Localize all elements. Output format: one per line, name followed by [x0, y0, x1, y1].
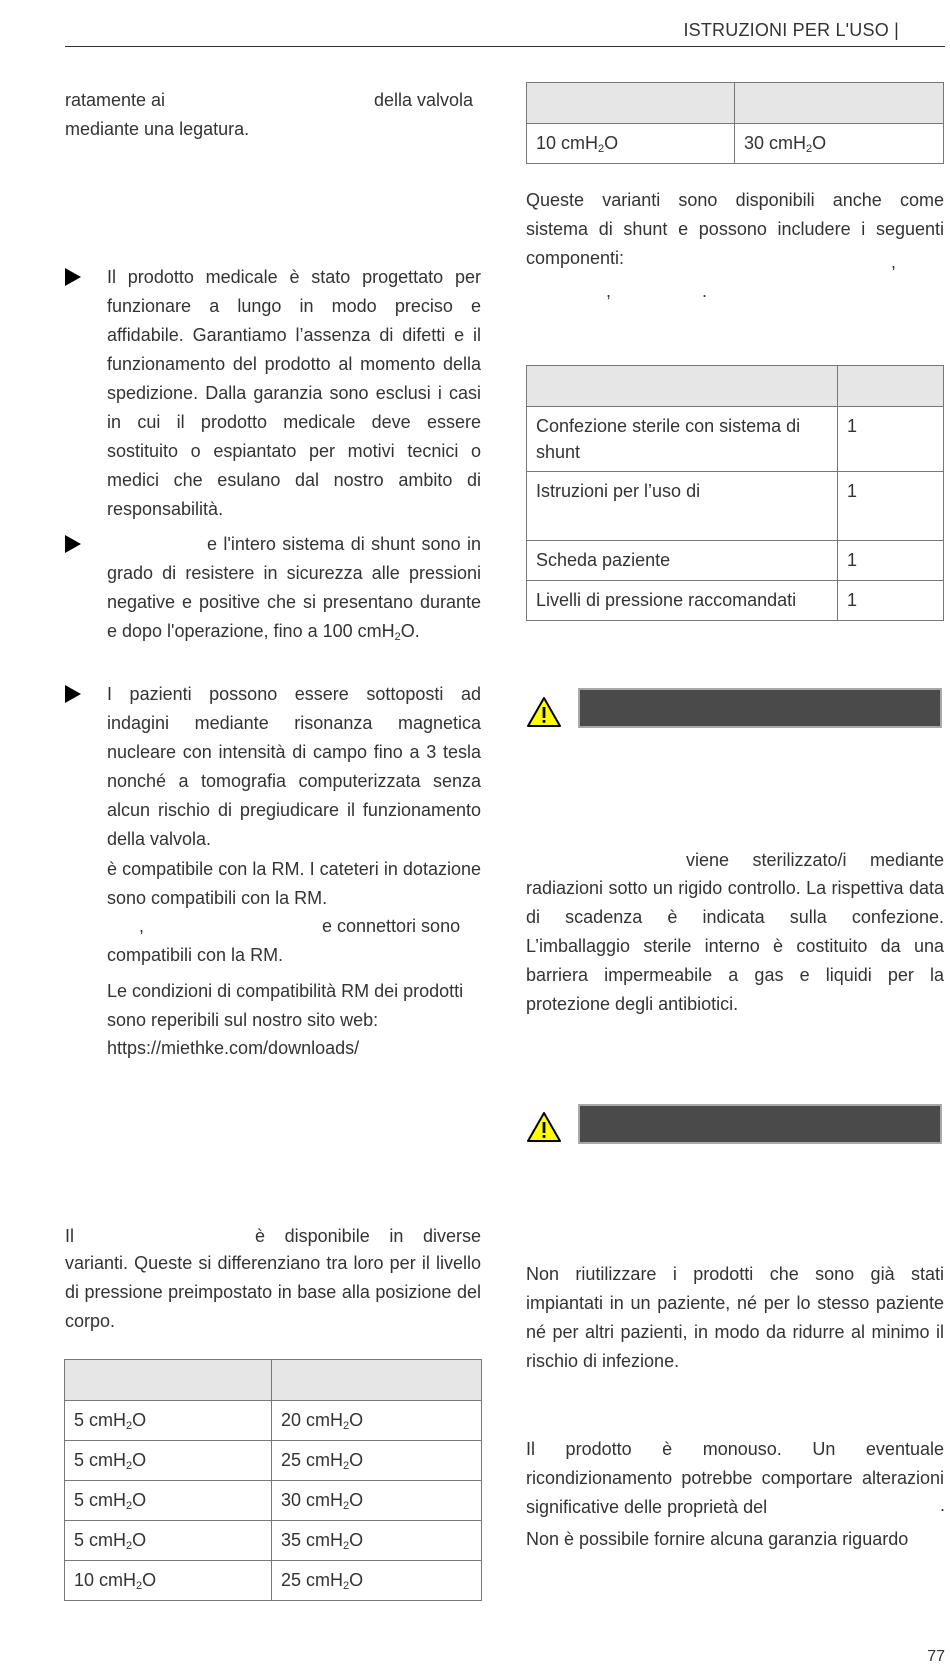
triangle-right-icon [65, 268, 81, 286]
table-header-cell [838, 366, 944, 407]
intro-line-2: mediante una legatura. [65, 119, 250, 139]
pressure-variants-table [64, 1359, 482, 1601]
single-use-text: Il prodotto è monouso. Un eventuale ricondizionamento potrebbe comportare alterazioni significative delle proprietà del [526, 1439, 944, 1517]
components-comma-1: , [891, 252, 897, 272]
table-row [65, 1441, 482, 1481]
mri-line2-comma: , [139, 916, 145, 936]
mri-line2-connectors: e connettori sono [322, 916, 461, 936]
warranty-bullet: Il prodotto medicale è stato progettato per funzionare a lungo in modo preciso e affidabile. Garantiamo l’assenza di difetti e il funzionamento del prodotto al momento della spedizione. Dalla garanzia sono esclusi i casi in cui il prodotto medicale deve essere sostituito o espiantato per motivi tecnici o medici che esulano dal nostro ambito di responsabilità. [107, 267, 481, 519]
table-cell: 30 cmH$_2$O [735, 124, 944, 164]
table-header-cell [527, 83, 735, 124]
table-cell: Livelli di pressione raccomandati [527, 581, 838, 621]
table-cell: Istruzioni per l’uso di [527, 472, 838, 541]
table-row [527, 124, 944, 164]
table-row [65, 1481, 482, 1521]
shunt-variants-text: Queste varianti sono disponibili anche come sistema di shunt e possono includere i seguenti componenti: [526, 190, 944, 268]
warning-heading-bar [578, 688, 942, 728]
triangle-right-icon [65, 535, 81, 553]
header-rule [65, 46, 945, 47]
table-cell: 5 cmH$_2$O [65, 1401, 272, 1441]
table-cell: 10 cmH$_2$O [65, 1561, 272, 1601]
table-row [65, 1401, 482, 1441]
warning-triangle-icon [526, 696, 562, 728]
table-header-cell [272, 1360, 482, 1401]
sterilization-line-1: viene sterilizzato/i mediante [686, 850, 944, 870]
variants-available: è disponibile in diverse [255, 1226, 481, 1246]
table-cell: 25 cmH$_2$O [272, 1561, 482, 1601]
variants-word-il: Il [65, 1226, 74, 1246]
mri-compatible-text: è compatibile con la RM. I cateteri in dotazione sono compatibili con la RM. [107, 859, 481, 908]
intro-line-1a: ratamente ai [65, 90, 166, 110]
table-header-cell [735, 83, 944, 124]
table-cell: 25 cmH$_2$O [272, 1441, 482, 1481]
table-row [527, 581, 944, 621]
mri-line3: compatibili con la RM. [107, 945, 284, 965]
variants-text: varianti. Queste si differenziano tra loro per il livello di pressione preimpostato in base alla posizione del corpo. [65, 1253, 481, 1331]
subscript: 2 [394, 631, 401, 643]
components-period: . [702, 281, 708, 301]
table-cell: 10 cmH$_2$O [527, 124, 735, 164]
table-row [65, 1561, 482, 1601]
table-cell: 30 cmH$_2$O [272, 1481, 482, 1521]
table-header-row [527, 366, 944, 407]
no-guarantee-text: Non è possibile fornire alcuna garanzia riguardo [526, 1529, 909, 1549]
table-row [65, 1521, 482, 1561]
table-cell: 5 cmH$_2$O [65, 1521, 272, 1561]
warning-triangle-icon [526, 1111, 562, 1143]
pressure-bullet-end: O. [400, 621, 420, 641]
pressure-bullet [107, 530, 481, 646]
table-cell: Confezione sterile con sistema di shunt [527, 407, 838, 472]
mri-info: Le condizioni di compatibilità RM dei prodotti sono reperibili sul nostro sito web: [107, 981, 464, 1030]
table-cell: Scheda paziente [527, 541, 838, 581]
top-pressure-table [526, 82, 944, 164]
table-header-row [65, 1360, 482, 1401]
table-cell: 20 cmH$_2$O [272, 1401, 482, 1441]
table-cell: 35 cmH$_2$O [272, 1521, 482, 1561]
single-use-period: . [940, 1495, 946, 1515]
table-cell: 1 [838, 581, 944, 621]
table-row [527, 407, 944, 472]
running-header: ISTRUZIONI PER L'USO | [683, 20, 899, 40]
package-contents-table [526, 365, 944, 621]
table-cell: 5 cmH$_2$O [65, 1481, 272, 1521]
mri-url: https://miethke.com/downloads/ [107, 1038, 360, 1058]
page-number: 77 [927, 1648, 945, 1665]
reuse-warning-text: Non riutilizzare i prodotti che sono già stati impiantati in un paziente, né per lo stesso paziente né per altri pazienti, in modo da ridurre al minimo il rischio di infezione. [526, 1264, 944, 1371]
intro-line-1b: della valvola [374, 90, 474, 110]
table-header-cell [527, 366, 838, 407]
table-row [527, 541, 944, 581]
sterilization-text: radiazioni sotto un rigido controllo. La rispettiva data di scadenza è indicata sulla confezione. L’imballaggio sterile interno è costituito da una barriera impermeabile a gas e liquidi per la protezione degli antibiotici. [526, 878, 944, 1014]
mri-bullet: I pazienti possono essere sottoposti ad indagini mediante risonanza magnetica nucleare con intensità di campo fino a 3 tesla nonché a tomografia computerizzata senza alcun rischio di pregiudicare il funzionamento della valvola. [107, 684, 481, 849]
table-header-row [527, 83, 944, 124]
triangle-right-icon [65, 685, 81, 703]
table-header-cell [65, 1360, 272, 1401]
table-row [527, 472, 944, 541]
components-comma-2: , [606, 281, 612, 301]
pressure-bullet-text: e l'intero sistema di shunt sono in grado di resistere in sicurezza alle pressioni negative e positive che si presentano durante e dopo l'operazione, fino a 100 cmH [107, 534, 481, 641]
table-cell: 5 cmH$_2$O [65, 1441, 272, 1481]
table-cell: 1 [838, 541, 944, 581]
table-cell: 1 [838, 407, 944, 472]
warning-heading-bar [578, 1104, 942, 1144]
table-cell: 1 [838, 472, 944, 541]
